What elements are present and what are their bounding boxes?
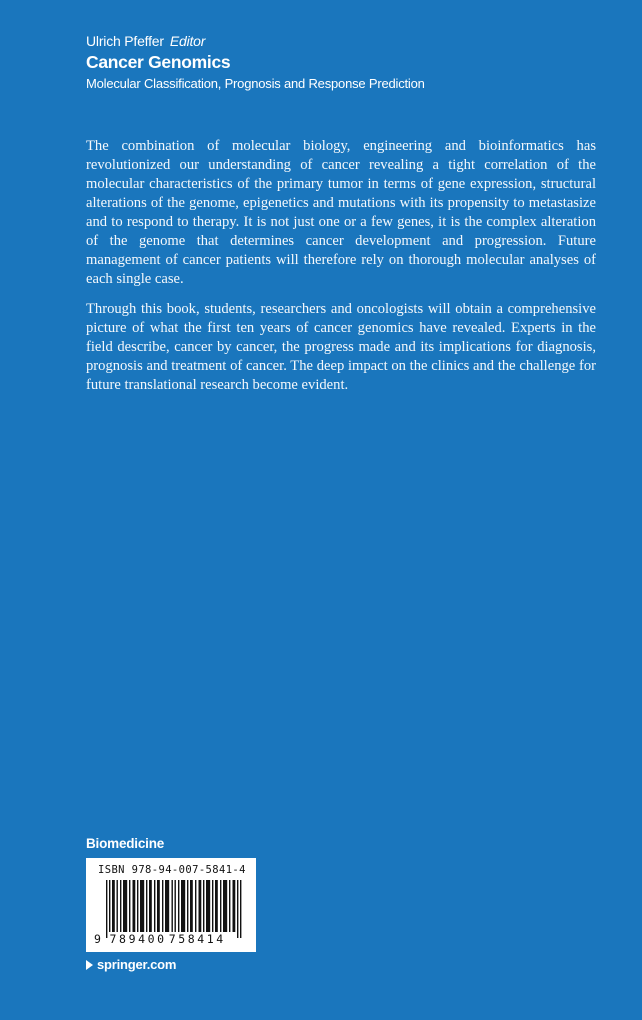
barcode-digits-group-2: 758414	[168, 932, 226, 946]
series-name: Biomedicine	[86, 836, 165, 851]
springer-link-label: springer.com	[97, 957, 177, 972]
isbn-label: ISBN 978-94-007-5841-4	[98, 864, 246, 876]
barcode-lead-digit: 9	[94, 932, 104, 946]
cover-header	[86, 32, 586, 93]
book-subtitle: Molecular Classification, Prognosis and Response Prediction	[86, 76, 425, 91]
editor-role: Editor	[169, 33, 206, 49]
barcode-digits-group-1: 789400	[109, 932, 167, 946]
book-title: Cancer Genomics	[86, 52, 231, 72]
description-paragraph-2: Through this book, students, researchers and oncologists will obtain a comprehensive picture of what the first ten years of cancer genomics have revealed. Experts in the field describe, cancer by cancer, the progress made and its implications for diagnosis, prognosis and treatment of cancer. The deep impact on the clinics and the challenge for future translational research become evident.	[86, 301, 596, 393]
editor-line	[86, 32, 586, 50]
springer-link[interactable]	[86, 957, 176, 972]
isbn-barcode	[86, 858, 256, 952]
barcode-bars	[106, 880, 246, 938]
triangle-right-icon	[86, 960, 93, 970]
description-paragraph-1: The combination of molecular biology, engineering and bioinformatics has revolutionized our understanding of cancer revealing a tight correlation of the molecular characteristics of the primary tumor in terms of gene expression, structural alterations of the genome, epigenetics and mutations with its propensity to metastasize and to respond to therapy. It is not just one or a few genes, it is the complex alteration of the genome that determines cancer development and progression. Future management of cancer patients will therefore rely on thorough molecular analyses of each single case.	[86, 138, 596, 287]
editor-name: Ulrich Pfeffer	[86, 33, 164, 49]
barcode-digits	[94, 932, 227, 946]
